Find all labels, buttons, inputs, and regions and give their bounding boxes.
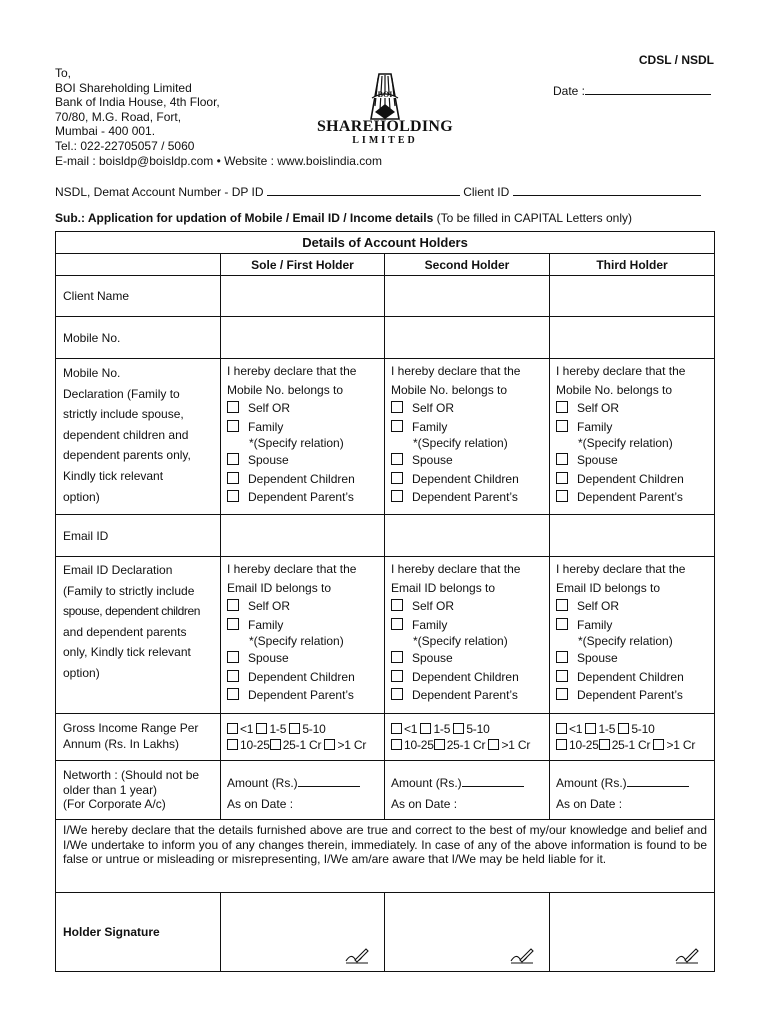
option-spouse[interactable]	[391, 451, 543, 470]
option-self[interactable]	[227, 597, 378, 616]
option-children[interactable]	[227, 470, 378, 489]
option-self[interactable]	[556, 399, 708, 418]
option-children[interactable]	[556, 470, 708, 489]
income-label	[56, 714, 221, 761]
checkbox[interactable]	[270, 739, 281, 750]
option-self[interactable]	[391, 399, 543, 418]
mobile-second[interactable]	[385, 317, 550, 359]
label-line: and dependent parents	[63, 624, 187, 639]
checkbox[interactable]	[227, 739, 238, 750]
checkbox[interactable]	[391, 739, 402, 750]
corner-cell	[56, 254, 221, 276]
mobile-first[interactable]	[221, 317, 385, 359]
mobile-label: Mobile No.	[56, 317, 221, 359]
checkbox[interactable]	[391, 472, 403, 484]
checkbox[interactable]	[391, 723, 402, 734]
option-spouse[interactable]	[227, 649, 378, 668]
checkbox[interactable]	[391, 651, 403, 663]
email-declaration-first	[221, 557, 385, 714]
client-name-third[interactable]	[550, 276, 715, 317]
table-title: Details of Account Holders	[56, 232, 715, 254]
address-line: 70/80, M.G. Road, Fort,	[55, 109, 182, 124]
as-on-date-label: As on Date :	[556, 797, 623, 811]
option-family[interactable]	[227, 418, 378, 437]
option-children[interactable]	[391, 668, 543, 687]
label-line: only, Kindly tick relevant	[63, 645, 191, 660]
option-self[interactable]	[227, 399, 378, 418]
option-label: Dependent Parent’s	[577, 688, 683, 702]
checkbox[interactable]	[227, 401, 239, 413]
client-name-first[interactable]	[221, 276, 385, 317]
option-label: Self OR	[412, 599, 455, 613]
email-declaration-label	[56, 557, 221, 714]
income-option: <1	[240, 722, 254, 736]
option-spouse[interactable]	[227, 451, 378, 470]
label-line: option)	[63, 665, 100, 680]
label-line: Gross Income Range Per	[63, 721, 199, 735]
income-first	[221, 714, 385, 761]
specify-relation-note: *(Specify relation)	[413, 634, 508, 648]
option-label: Family	[412, 617, 448, 632]
income-option: 25-1 Cr	[446, 737, 486, 752]
option-label: Family	[248, 617, 284, 632]
option-spouse[interactable]	[391, 649, 543, 668]
option-label: Dependent Parent’s	[577, 490, 683, 504]
checkbox[interactable]	[289, 723, 300, 734]
income-option: <1	[404, 722, 418, 736]
dpid-label: NSDL, Demat Account Number - DP ID	[55, 185, 264, 199]
address-line: Bank of India House, 4th Floor,	[55, 95, 220, 110]
checkbox[interactable]	[391, 490, 403, 502]
option-label: Spouse	[577, 651, 618, 665]
specify-relation-note: *(Specify relation)	[578, 436, 673, 450]
date-blank[interactable]	[585, 82, 711, 95]
option-family[interactable]	[556, 418, 708, 437]
income-option: <1	[569, 722, 583, 736]
option-family[interactable]	[391, 418, 543, 437]
col-third-holder: Third Holder	[550, 254, 715, 276]
declaration-intro: I hereby declare that the	[556, 364, 686, 378]
client-name-label: Client Name	[56, 276, 221, 317]
networth-third	[550, 761, 715, 820]
income-option: 10-25	[404, 737, 434, 752]
checkbox[interactable]	[391, 618, 403, 630]
checkbox[interactable]	[556, 670, 568, 682]
checkbox[interactable]	[653, 739, 664, 750]
income-option: 25-1 Cr	[282, 737, 322, 752]
label-line: Annum (Rs. In Lakhs)	[63, 736, 180, 751]
option-label: Spouse	[412, 651, 453, 665]
declaration-intro: Email ID belongs to	[227, 580, 332, 595]
checkbox[interactable]	[227, 599, 239, 611]
checkbox[interactable]	[227, 453, 239, 465]
email-second[interactable]	[385, 515, 550, 557]
option-label: Self OR	[577, 599, 620, 613]
income-option: 1-5	[433, 722, 451, 736]
checkbox[interactable]	[556, 420, 568, 432]
income-option: 10-25	[240, 737, 270, 752]
option-parents[interactable]	[556, 686, 708, 705]
subject-line	[55, 211, 632, 225]
checkbox[interactable]	[391, 670, 403, 682]
option-label: Spouse	[412, 453, 453, 467]
checkbox[interactable]	[585, 723, 596, 734]
label-line: older than 1 year)	[63, 782, 158, 797]
declaration-intro: I hereby declare that the	[227, 364, 357, 378]
as-on-date-label: As on Date :	[391, 797, 458, 811]
building-logo-icon	[353, 68, 417, 120]
option-spouse[interactable]	[556, 649, 708, 668]
option-family[interactable]	[556, 616, 708, 635]
client-name-second[interactable]	[385, 276, 550, 317]
income-option: 10-25	[569, 737, 599, 752]
checkbox[interactable]	[488, 739, 499, 750]
checkbox[interactable]	[227, 618, 239, 630]
label-line: Mobile No.	[63, 366, 121, 380]
checkbox[interactable]	[227, 472, 239, 484]
checkbox[interactable]	[556, 490, 568, 502]
logo-badge: BOI	[377, 90, 393, 99]
income-option: >1 Cr	[666, 737, 696, 752]
checkbox[interactable]	[453, 723, 464, 734]
declaration-text: I/We hereby declare that the details furnished above are true and correct to the best of my/our knowledge and belief and I/We undertake to inform you of any changes therein, immediately. In case of any of the above information is found to be false or untrue or misleading or misrepresenting, I/We am/are aware that I/We may be held liable for it.	[56, 820, 715, 893]
as-on-date-label: As on Date :	[227, 797, 294, 811]
date-label: Date :	[553, 84, 586, 98]
amount-blank[interactable]	[462, 774, 524, 787]
specify-relation-note: *(Specify relation)	[413, 436, 508, 450]
specify-relation-note: *(Specify relation)	[249, 634, 344, 648]
checkbox[interactable]	[420, 723, 431, 734]
label-line: spouse, dependent children	[63, 604, 201, 619]
income-third	[550, 714, 715, 761]
checkbox[interactable]	[227, 420, 239, 432]
logo-name: SHAREHOLDING	[316, 118, 454, 135]
holder-signature-label: Holder Signature	[56, 893, 221, 972]
income-option: 5-10	[302, 722, 326, 736]
mobile-declaration-first	[221, 359, 385, 515]
contact-line: E-mail : boisldp@boisldp.com • Website : www.boislindia.com	[55, 153, 382, 168]
col-second-holder: Second Holder	[385, 254, 550, 276]
email-declaration-second	[385, 557, 550, 714]
mobile-declaration-label	[56, 359, 221, 515]
checkbox[interactable]	[556, 688, 568, 700]
declaration-intro: Email ID belongs to	[556, 580, 661, 595]
option-parents[interactable]	[391, 488, 543, 507]
option-label: Dependent Parent’s	[248, 688, 354, 702]
checkbox[interactable]	[391, 420, 403, 432]
income-option: 1-5	[269, 722, 287, 736]
dpid-row	[55, 183, 701, 199]
option-label: Self OR	[248, 401, 291, 415]
income-option: >1 Cr	[337, 737, 367, 752]
amount-label: Amount (Rs.)	[227, 776, 298, 790]
checkbox[interactable]	[556, 651, 568, 663]
option-children[interactable]	[391, 470, 543, 489]
label-line: dependent parents only,	[63, 448, 191, 463]
email-third[interactable]	[550, 515, 715, 557]
checkbox[interactable]	[227, 670, 239, 682]
networth-first	[221, 761, 385, 820]
option-self[interactable]	[556, 597, 708, 616]
checkbox[interactable]	[556, 401, 568, 413]
checkbox[interactable]	[227, 688, 239, 700]
option-parents[interactable]	[227, 686, 378, 705]
checkbox[interactable]	[391, 401, 403, 413]
option-self[interactable]	[391, 597, 543, 616]
checkbox[interactable]	[227, 723, 238, 734]
declaration-intro: Email ID belongs to	[391, 580, 496, 595]
option-parents[interactable]	[556, 488, 708, 507]
option-label: Self OR	[412, 401, 455, 415]
checkbox[interactable]	[556, 472, 568, 484]
address-line: To,	[55, 66, 72, 80]
checkbox[interactable]	[556, 618, 568, 630]
mobile-declaration-second	[385, 359, 550, 515]
amount-blank[interactable]	[298, 774, 360, 787]
option-label: Dependent Children	[412, 669, 519, 684]
declaration-intro: I hereby declare that the	[556, 562, 686, 576]
checkbox[interactable]	[599, 739, 610, 750]
label-line: strictly include spouse,	[63, 407, 184, 422]
option-label: Spouse	[577, 453, 618, 467]
option-label: Family	[248, 419, 284, 434]
option-spouse[interactable]	[556, 451, 708, 470]
option-children[interactable]	[556, 668, 708, 687]
option-label: Dependent Parent’s	[248, 490, 354, 504]
option-family[interactable]	[227, 616, 378, 635]
pen-sign-icon	[674, 947, 700, 965]
option-label: Dependent Children	[412, 471, 519, 486]
checkbox[interactable]	[391, 453, 403, 465]
account-holders-table	[55, 231, 715, 972]
amount-label: Amount (Rs.)	[556, 776, 627, 790]
option-children[interactable]	[227, 668, 378, 687]
networth-second	[385, 761, 550, 820]
declaration-intro: Mobile No. belongs to	[556, 382, 673, 397]
checkbox[interactable]	[434, 739, 445, 750]
option-label: Self OR	[248, 599, 291, 613]
clientid-label: Client ID	[463, 185, 510, 199]
signature-third[interactable]	[550, 893, 715, 972]
cdsl-nsdl-label: CDSL / NSDL	[638, 53, 714, 67]
checkbox[interactable]	[391, 599, 403, 611]
option-label: Spouse	[248, 453, 289, 467]
option-label: Dependent Children	[248, 669, 355, 684]
checkbox[interactable]	[391, 688, 403, 700]
income-option: 25-1 Cr	[611, 737, 651, 752]
option-label: Family	[412, 419, 448, 434]
clientid-blank[interactable]	[513, 183, 701, 196]
checkbox[interactable]	[618, 723, 629, 734]
amount-label: Amount (Rs.)	[391, 776, 462, 790]
income-option: >1 Cr	[501, 737, 531, 752]
label-line: dependent children and	[63, 427, 189, 442]
income-option: 5-10	[631, 722, 655, 736]
company-logo	[300, 68, 470, 146]
checkbox[interactable]	[227, 651, 239, 663]
label-line: Networth : (Should not be	[63, 768, 200, 782]
specify-relation-note: *(Specify relation)	[249, 436, 344, 450]
option-label: Dependent Parent’s	[412, 490, 518, 504]
option-label: Family	[577, 419, 613, 434]
address-line: BOI Shareholding Limited	[55, 80, 192, 95]
col-first-holder: Sole / First Holder	[221, 254, 385, 276]
checkbox[interactable]	[556, 723, 567, 734]
option-label: Spouse	[248, 651, 289, 665]
mobile-declaration-third	[550, 359, 715, 515]
declaration-intro: I hereby declare that the	[391, 562, 521, 576]
option-family[interactable]	[391, 616, 543, 635]
option-label: Dependent Children	[577, 669, 684, 684]
label-line: (Family to strictly include	[63, 583, 195, 598]
amount-blank[interactable]	[627, 774, 689, 787]
label-line: Declaration (Family to	[63, 386, 180, 401]
address-line: Tel.: 022-22705057 / 5060	[55, 138, 195, 153]
income-second	[385, 714, 550, 761]
pen-sign-icon	[509, 947, 535, 965]
checkbox[interactable]	[556, 739, 567, 750]
option-parents[interactable]	[227, 488, 378, 507]
option-parents[interactable]	[391, 686, 543, 705]
email-label: Email ID	[56, 515, 221, 557]
label-line: Email ID Declaration	[63, 563, 173, 577]
declaration-intro: I hereby declare that the	[227, 562, 357, 576]
declaration-intro: Mobile No. belongs to	[227, 382, 344, 397]
subject-note: (To be filled in CAPITAL Letters only)	[436, 211, 633, 225]
specify-relation-note: *(Specify relation)	[578, 634, 673, 648]
option-label: Family	[577, 617, 613, 632]
checkbox[interactable]	[324, 739, 335, 750]
declaration-intro: Mobile No. belongs to	[391, 382, 508, 397]
option-label: Self OR	[577, 401, 620, 415]
checkbox[interactable]	[556, 599, 568, 611]
checkbox[interactable]	[556, 453, 568, 465]
signature-first[interactable]	[221, 893, 385, 972]
date-field[interactable]	[553, 82, 711, 98]
option-label: Dependent Children	[577, 471, 684, 486]
declaration-intro: I hereby declare that the	[391, 364, 521, 378]
checkbox[interactable]	[227, 490, 239, 502]
address-line: Mumbai - 400 001.	[55, 124, 156, 139]
email-declaration-third	[550, 557, 715, 714]
option-label: Dependent Children	[248, 471, 355, 486]
subject-title: Sub.: Application for updation of Mobile / Email ID / Income details	[55, 211, 434, 225]
email-first[interactable]	[221, 515, 385, 557]
logo-subtitle: LIMITED	[352, 135, 418, 146]
signature-second[interactable]	[385, 893, 550, 972]
dpid-blank[interactable]	[267, 183, 460, 196]
mobile-third[interactable]	[550, 317, 715, 359]
checkbox[interactable]	[256, 723, 267, 734]
label-line: (For Corporate A/c)	[63, 797, 166, 811]
income-option: 5-10	[466, 722, 490, 736]
option-label: Dependent Parent’s	[412, 688, 518, 702]
networth-label	[56, 761, 221, 820]
label-line: option)	[63, 489, 100, 504]
label-line: Kindly tick relevant	[63, 468, 164, 483]
income-option: 1-5	[598, 722, 616, 736]
pen-sign-icon	[344, 947, 370, 965]
